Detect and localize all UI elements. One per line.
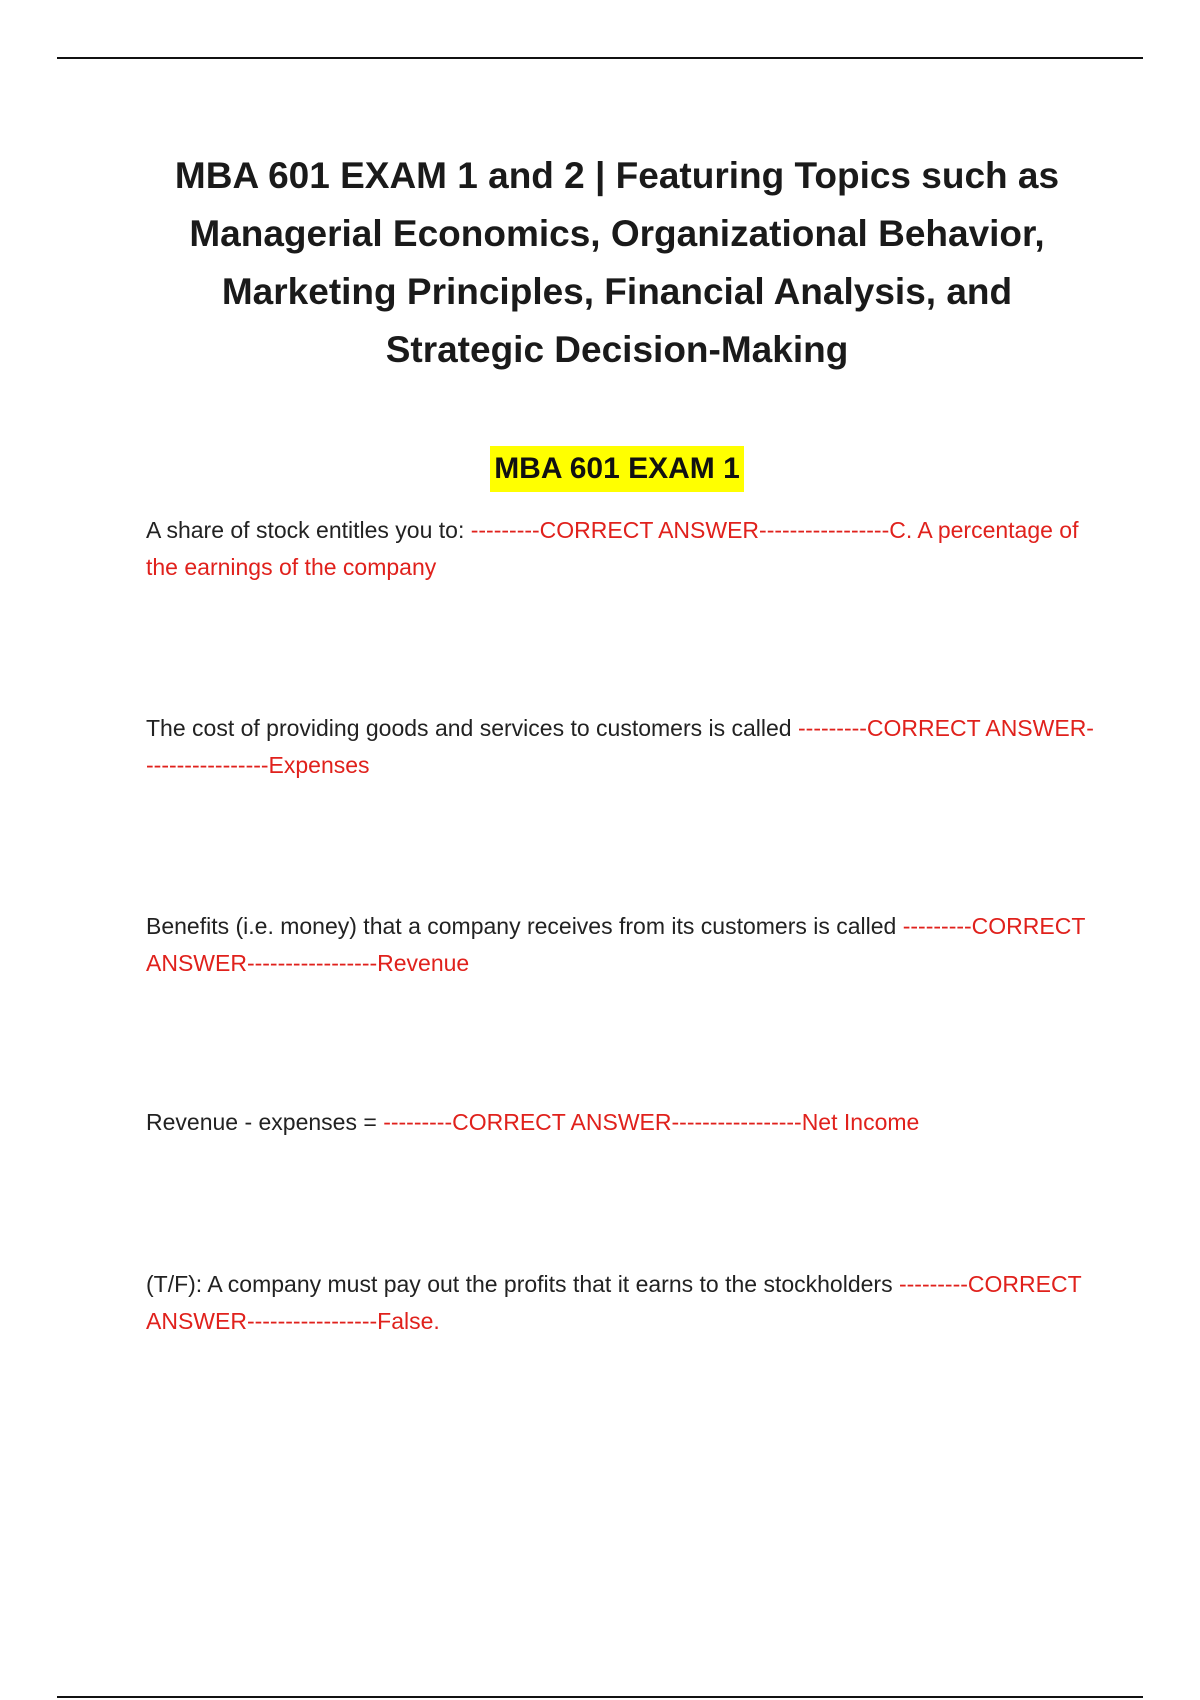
document-title: MBA 601 EXAM 1 and 2 | Featuring Topics such as Managerial Economics, Organizational Behavior, Marketing Principles, Financial Analysis, and Strategic Decision-Making <box>174 155 1060 370</box>
question-item <box>146 512 1096 586</box>
question-item <box>146 1104 1096 1141</box>
question-text: The cost of providing goods and services to customers is called <box>146 715 798 741</box>
answer-text: ---------CORRECT ANSWER-----------------Expenses <box>146 715 1094 778</box>
question-item <box>146 908 1096 982</box>
question-text: A share of stock entitles you to: <box>146 517 471 543</box>
question-item <box>146 1266 1096 1340</box>
question-item <box>146 710 1096 784</box>
answer-text: ---------CORRECT ANSWER-----------------Revenue <box>146 913 1085 976</box>
question-text: Revenue - expenses = <box>146 1109 384 1135</box>
bottom-divider <box>57 1696 1143 1698</box>
answer-text: ---------CORRECT ANSWER-----------------Net Income <box>383 1109 920 1135</box>
section-heading-highlight: MBA 601 EXAM 1 <box>490 446 744 492</box>
answer-text: ---------CORRECT ANSWER-----------------False. <box>146 1271 1082 1334</box>
question-text: (T/F): A company must pay out the profits that it earns to the stockholders <box>146 1271 899 1297</box>
section-heading <box>0 446 1200 492</box>
question-text: Benefits (i.e. money) that a company receives from its customers is called <box>146 913 903 939</box>
top-divider <box>57 57 1143 59</box>
answer-text: ---------CORRECT ANSWER-----------------C. A percentage of the earnings of the company <box>146 517 1079 580</box>
